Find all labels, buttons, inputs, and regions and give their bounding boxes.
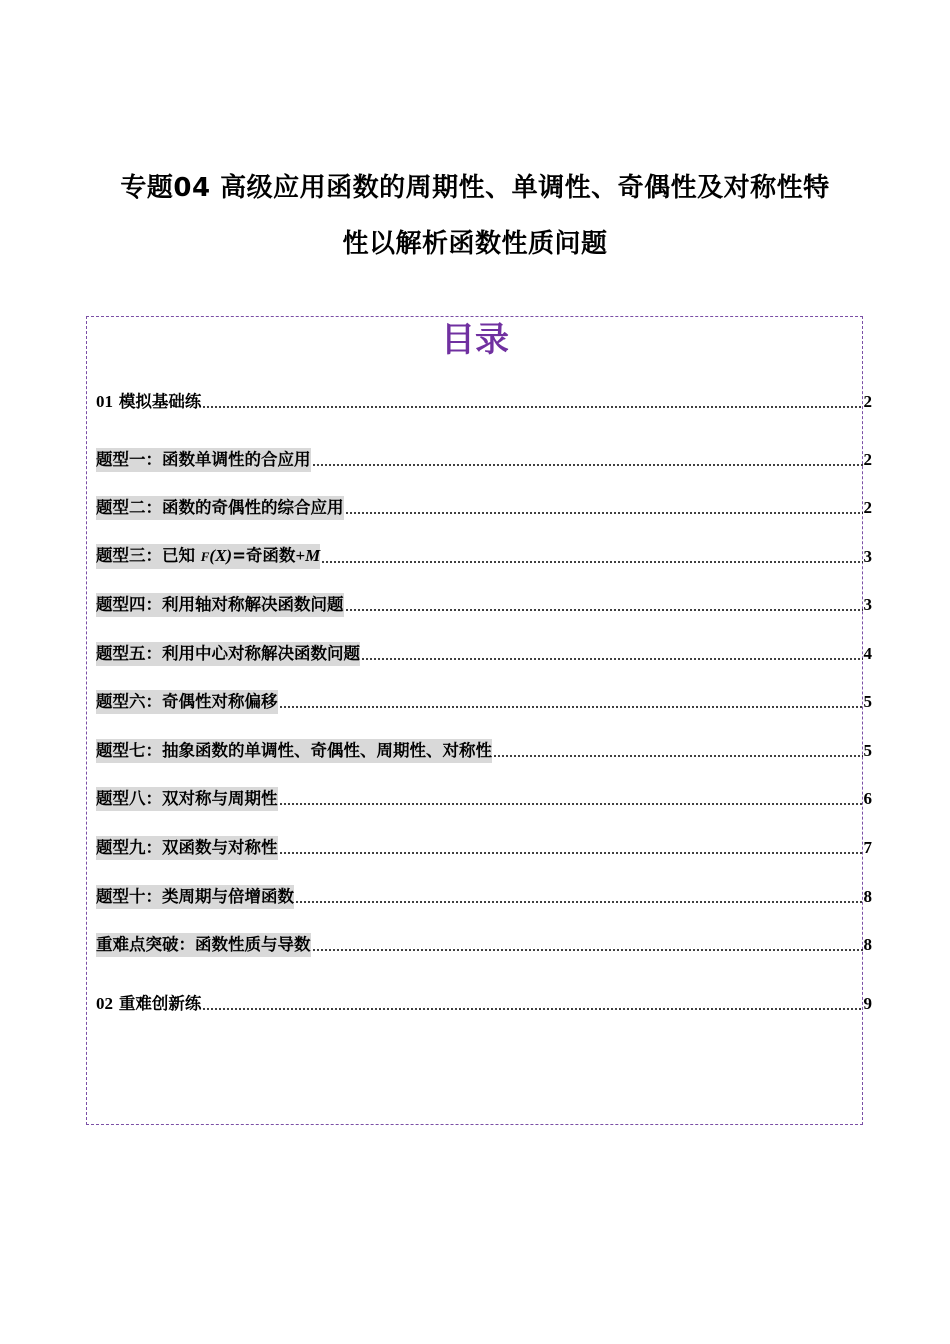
toc-entry-type-3[interactable] xyxy=(96,543,872,569)
math-argument: (X) xyxy=(209,546,233,565)
toc-dot-leader xyxy=(279,705,863,709)
toc-page-number: 5 xyxy=(863,692,872,711)
toc-page-number: 2 xyxy=(863,498,872,517)
toc-dot-leader xyxy=(279,851,863,855)
toc-entry-type-6[interactable] xyxy=(96,688,872,714)
toc-entry-label xyxy=(96,992,201,1016)
toc-entry-text: 题型六：奇偶性对称偏移 xyxy=(96,690,278,714)
toc-entry-text: 模拟基础练 xyxy=(118,392,202,411)
toc-page-number: 6 xyxy=(863,789,872,808)
toc-page-number: 9 xyxy=(863,994,872,1013)
math-plus-constant: +M xyxy=(295,546,321,565)
toc-entry-text: 题型二：函数的奇偶性的综合应用 xyxy=(96,496,344,520)
toc-entry-text-prefix: 题型三：已知 xyxy=(96,546,195,565)
toc-entry-type-4[interactable] xyxy=(96,591,872,617)
toc-entry-number: 01 xyxy=(96,392,113,411)
toc-page-number: 8 xyxy=(863,887,872,906)
toc-dot-leader xyxy=(493,754,863,758)
toc-entry-innovation-practice[interactable] xyxy=(96,990,872,1016)
toc-entry-type-2[interactable] xyxy=(96,494,872,520)
toc-page-number: 7 xyxy=(863,838,872,857)
toc-entry-text: 题型一：函数单调性的合应用 xyxy=(96,448,311,472)
toc-entry-text: 题型四：利用轴对称解决函数问题 xyxy=(96,593,344,617)
math-function-letter: F xyxy=(200,549,210,564)
toc-entry-type-8[interactable] xyxy=(96,785,872,811)
toc-dot-leader xyxy=(321,560,862,564)
toc-entry-text-middle: =奇函数 xyxy=(232,546,296,565)
toc-entry-type-7[interactable] xyxy=(96,737,872,763)
toc-entry-type-1[interactable] xyxy=(96,446,872,472)
toc-page-number: 2 xyxy=(863,392,872,411)
toc-entry-number: 02 xyxy=(96,994,113,1013)
toc-dot-leader xyxy=(361,657,863,661)
toc-dot-leader xyxy=(202,1007,862,1011)
toc-entry-text: 题型七：抽象函数的单调性、奇偶性、周期性、对称性 xyxy=(96,739,492,763)
toc-dot-leader xyxy=(202,405,862,409)
toc-entry-text: 题型十：类周期与倍增函数 xyxy=(96,885,294,909)
document-title-line-1: 专题04 高级应用函数的周期性、单调性、奇偶性及对称性特 xyxy=(120,173,830,203)
toc-entry-text: 题型五：利用中心对称解决函数问题 xyxy=(96,642,360,666)
toc-entry-basic-practice[interactable] xyxy=(96,388,872,414)
toc-dot-leader xyxy=(345,511,863,515)
document-title-line-2: 性以解析函数性质问题 xyxy=(342,229,608,259)
toc-dot-leader xyxy=(279,802,863,806)
toc-entry-type-10[interactable] xyxy=(96,883,872,909)
toc-entry-text: 重难点突破：函数性质与导数 xyxy=(96,933,311,957)
toc-entry-key-difficulty[interactable] xyxy=(96,931,872,957)
toc-page-number: 3 xyxy=(863,547,872,566)
toc-page-number: 2 xyxy=(863,450,872,469)
toc-entry-text: 题型九：双函数与对称性 xyxy=(96,836,278,860)
toc-heading: 目录 xyxy=(441,320,509,360)
toc-entry-type-5[interactable] xyxy=(96,640,872,666)
toc-page-number: 4 xyxy=(863,644,872,663)
toc-page-number: 3 xyxy=(863,595,872,614)
toc-page-number: 5 xyxy=(863,741,872,760)
toc-dot-leader xyxy=(312,463,863,467)
toc-entry-type-9[interactable] xyxy=(96,834,872,860)
toc-entry-text: 题型八：双对称与周期性 xyxy=(96,787,278,811)
toc-page-number: 8 xyxy=(863,935,872,954)
toc-dot-leader xyxy=(345,608,863,612)
document-title xyxy=(60,160,890,272)
toc-dot-leader xyxy=(312,948,863,952)
toc-entry-label xyxy=(96,390,201,414)
toc-entry-text: 重难创新练 xyxy=(118,994,202,1013)
toc-dot-leader xyxy=(295,900,863,904)
toc-entry-label xyxy=(96,544,320,569)
